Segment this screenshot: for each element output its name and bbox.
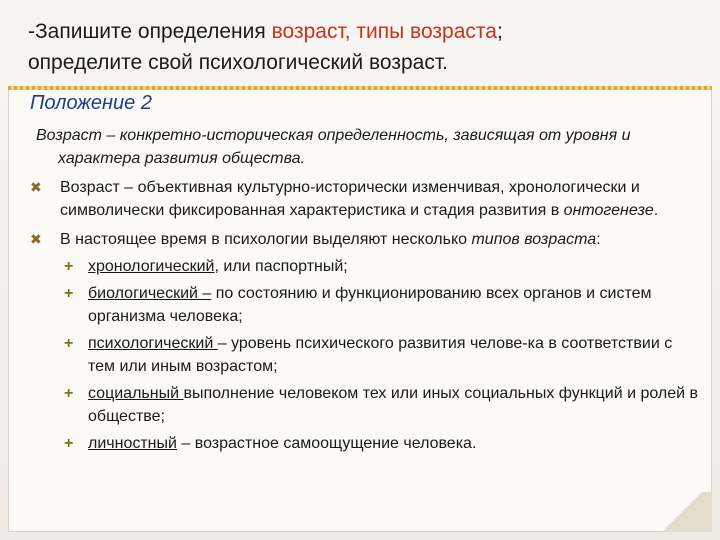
bullet-text: – объективная культурно-исторически изменчивая, хронологически и символически фиксированная характеристика и стадия развития в [60, 179, 640, 219]
title-highlight: возраст, типы возраста [271, 20, 497, 43]
title-suffix: ; [496, 20, 503, 43]
intro-paragraph [36, 124, 702, 170]
page-curl-corner [652, 492, 712, 532]
section-title: Положение 2 [30, 92, 152, 114]
intro-term: Возраст [36, 127, 102, 144]
sub-text: – возрастное самоощущение человека. [176, 435, 477, 452]
bullet-end: : [596, 231, 601, 248]
plus-icon: + [64, 435, 74, 452]
intro-text: – конкретно-историческая определенность, зависящая от уровня и характера развития общества. [58, 127, 631, 167]
bullet-end: . [653, 202, 659, 219]
sub-term: хронологический [88, 258, 215, 275]
sub-text: , или паспортный; [214, 258, 348, 275]
sub-text: выполнение человеком тех или иных социальных функций и ролей в обществе; [88, 385, 699, 425]
content [30, 124, 702, 455]
sub-term: психологический [88, 335, 218, 352]
sub-term: биологический – [88, 285, 212, 302]
title-line2: определите свой психологический возраст. [28, 51, 448, 74]
bullet-term: типов возраста [471, 231, 597, 248]
sub-item [30, 255, 702, 278]
plus-icon: + [64, 335, 74, 352]
title-prefix: -Запишите определения [28, 20, 272, 43]
plus-icon: + [64, 258, 74, 275]
plus-icon: + [64, 385, 74, 402]
sub-item [30, 282, 702, 328]
sub-item [30, 332, 702, 378]
sub-item [30, 432, 702, 455]
divider-rule [8, 86, 712, 90]
sub-item [30, 382, 702, 428]
x-mark-icon: ✖ [30, 231, 42, 247]
sub-term: социальный [88, 385, 184, 402]
slide-title [28, 16, 688, 78]
bullet-item [30, 228, 702, 251]
sub-term: личностный [88, 435, 177, 452]
bullet-text: В настоящее время в психологии выделяют несколько [60, 231, 472, 248]
bullet-term: Возраст [60, 179, 120, 196]
bullet-term2: онтогенезе [563, 202, 654, 219]
bullet-item [30, 176, 702, 222]
x-mark-icon: ✖ [30, 179, 42, 195]
plus-icon: + [64, 285, 74, 302]
sub-text: – уровень психического развития челове-ка в соответствии с тем или иным возрастом; [88, 335, 673, 375]
sub-text: по состоянию и функционированию всех органов и систем организма человека; [88, 285, 652, 325]
